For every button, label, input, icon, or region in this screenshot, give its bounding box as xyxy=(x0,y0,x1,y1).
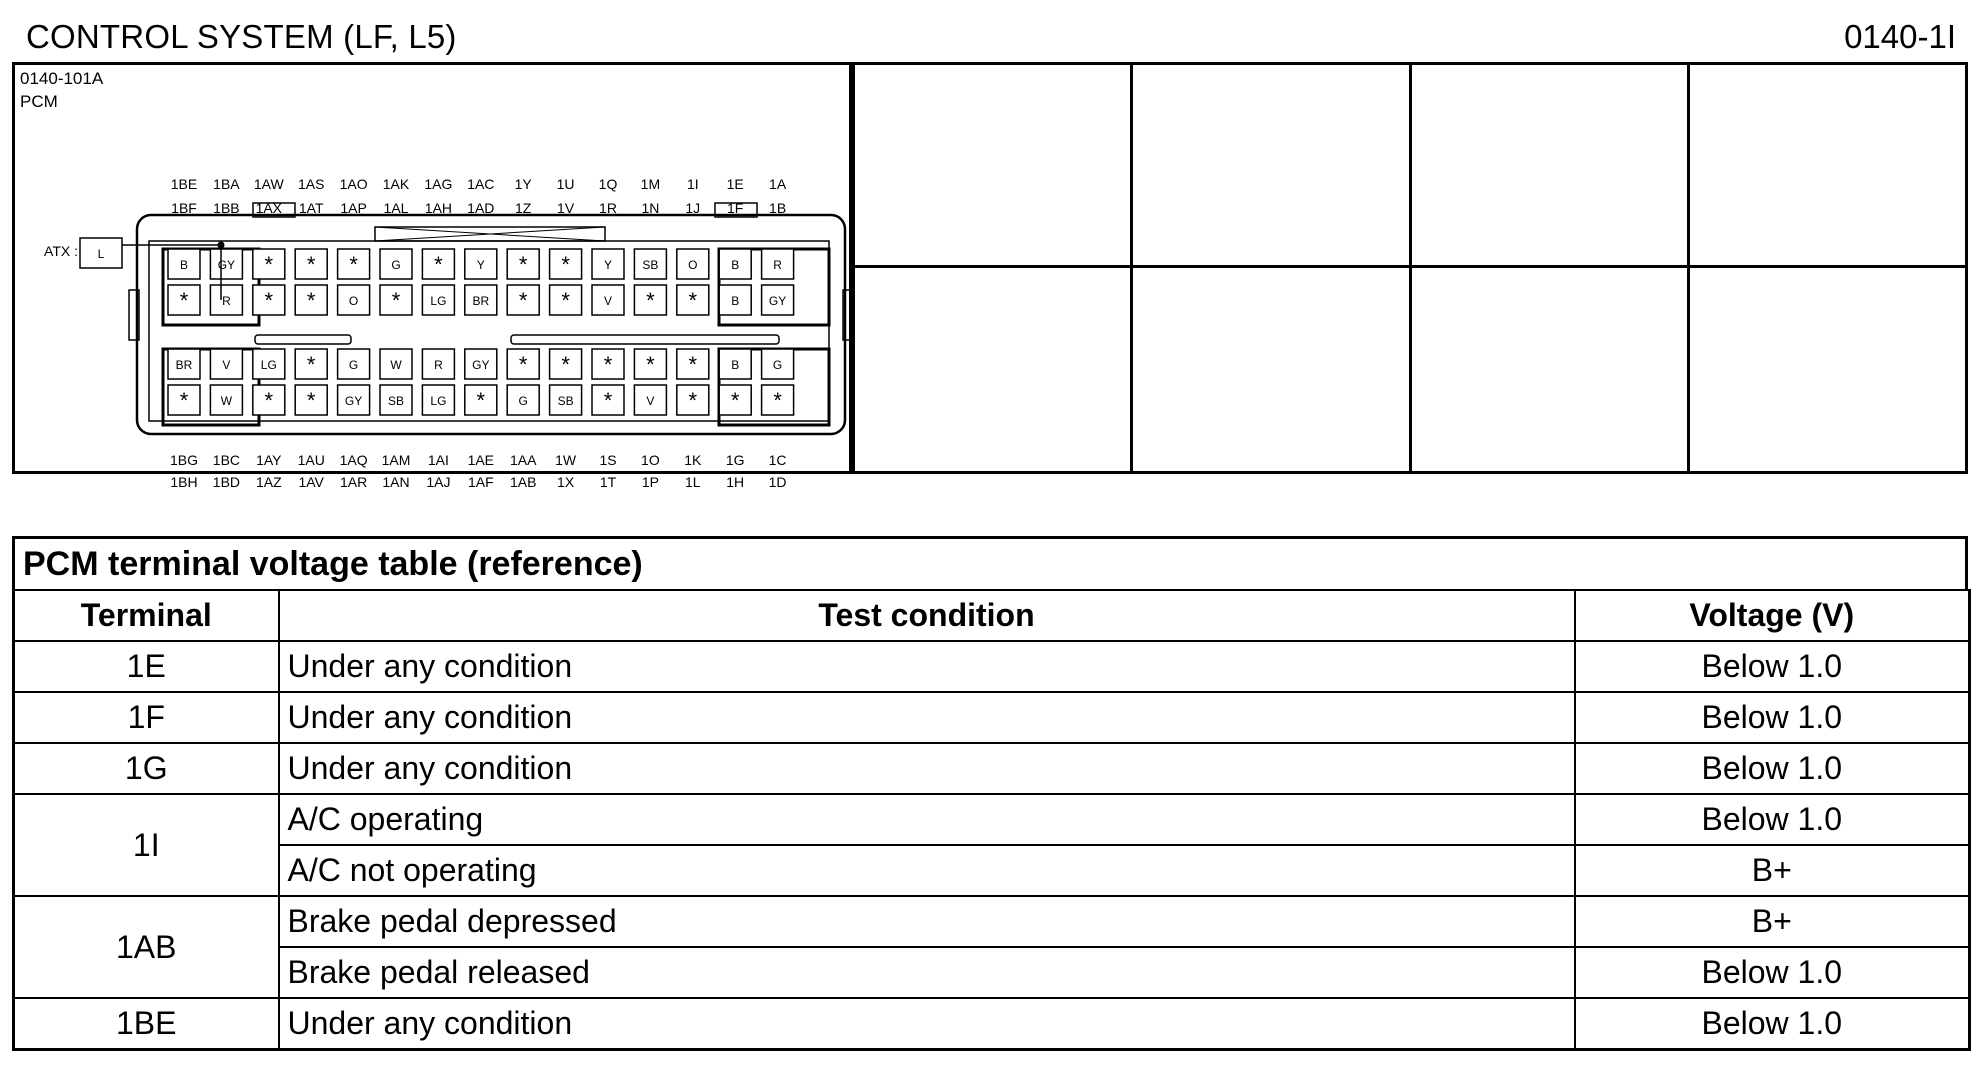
unused-terminal: * xyxy=(391,288,401,313)
wire-color: G xyxy=(518,394,528,408)
unused-terminal: * xyxy=(688,288,698,313)
wire-color: SB xyxy=(387,394,405,408)
condition-cell: Under any condition xyxy=(279,998,1575,1050)
wire-color: GY xyxy=(217,258,236,272)
terminal-cell: 1F xyxy=(14,692,279,743)
wire-color: LG xyxy=(430,294,447,308)
wire-color: B xyxy=(731,294,740,308)
condition-cell: Under any condition xyxy=(279,743,1575,794)
wire-color: B xyxy=(731,258,740,272)
wire-color: LG xyxy=(260,358,277,372)
unused-terminal: * xyxy=(264,252,274,277)
pin-label: 1C xyxy=(768,452,787,468)
terminal-cell: 1E xyxy=(14,641,279,692)
wire-color: GY xyxy=(344,394,363,408)
page-title: CONTROL SYSTEM (LF, L5) xyxy=(26,18,457,55)
unused-terminal: * xyxy=(646,288,655,313)
wire-color: B xyxy=(179,258,189,272)
terminal-cell: 1BE xyxy=(14,998,279,1050)
unused-terminal: * xyxy=(434,252,443,277)
pcm-connector xyxy=(15,65,849,490)
wire-color: G xyxy=(391,258,401,272)
table-row xyxy=(14,743,1970,794)
pin-label: 1AE xyxy=(467,452,495,468)
wire-color: LG xyxy=(430,394,447,408)
table-row xyxy=(14,998,1970,1050)
pin-label: 1AW xyxy=(253,176,284,192)
terminal-cell: 1G xyxy=(14,743,279,794)
unused-terminal: * xyxy=(561,352,570,377)
terminal-cell: 1AB xyxy=(14,896,279,998)
unused-terminal: * xyxy=(264,288,274,313)
pin-label: 1AB xyxy=(509,474,537,490)
unused-terminal: * xyxy=(730,388,740,413)
pin-label: 1N xyxy=(641,200,660,216)
condition-cell: A/C operating xyxy=(279,794,1575,845)
pin-label: 1V xyxy=(557,200,575,216)
wire-color: G xyxy=(348,358,359,372)
table-row xyxy=(14,947,1970,998)
unused-terminal: * xyxy=(561,288,570,313)
pin-label: 1BC xyxy=(212,452,241,468)
keyway-left xyxy=(255,335,351,344)
empty-cell xyxy=(852,65,1130,268)
table-header-row xyxy=(14,590,1970,641)
pin-label: 1Q xyxy=(598,176,618,192)
unused-terminal: * xyxy=(518,288,528,313)
wire-color: O xyxy=(688,258,698,272)
pin-label: 1M xyxy=(640,176,661,192)
unused-terminal: * xyxy=(306,252,316,277)
wire-color: R xyxy=(222,294,231,308)
pin-label: 1AM xyxy=(381,452,411,468)
diagram-code: 0140-101A xyxy=(20,69,104,88)
condition-cell: Under any condition xyxy=(279,692,1575,743)
pin-label: 1AP xyxy=(340,200,367,216)
pin-label: 1AY xyxy=(256,452,282,468)
pin-label: 1W xyxy=(555,452,577,468)
table-row xyxy=(14,845,1970,896)
wire-color: V xyxy=(646,394,655,408)
wire-color: BR xyxy=(175,358,193,372)
table-row xyxy=(14,641,1970,692)
wire-color: SB xyxy=(642,258,659,272)
pin-label: 1BG xyxy=(169,452,199,468)
unused-terminal: * xyxy=(773,388,782,413)
pin-label: 1X xyxy=(557,474,575,490)
wire-color: B xyxy=(731,358,740,372)
page-code: 0140-1I xyxy=(1844,18,1956,55)
pin-label: 1AN xyxy=(382,474,410,490)
pin-label: 1AJ xyxy=(426,474,451,490)
condition-cell: Brake pedal depressed xyxy=(279,896,1575,947)
pin-label: 1AU xyxy=(297,452,325,468)
pin-label: 1AR xyxy=(339,474,368,490)
pin-label: 1G xyxy=(725,452,745,468)
pin-label: 1R xyxy=(599,200,617,216)
terminal-cell: 1I xyxy=(14,794,279,896)
pin-label: 1BH xyxy=(170,474,198,490)
pin-label: 1AV xyxy=(298,474,324,490)
pin-label: 1AI xyxy=(427,452,449,468)
pin-label: 1Z xyxy=(515,200,532,216)
pin-label: 1S xyxy=(599,452,617,468)
pin-label: 1AO xyxy=(339,176,368,192)
pin-label: 1AG xyxy=(424,176,453,192)
pin-label: 1BE xyxy=(170,176,198,192)
pin-label: 1B xyxy=(769,200,787,216)
voltage-table xyxy=(12,589,1971,1051)
atx-label: ATX : xyxy=(44,243,78,259)
wire-color: V xyxy=(222,358,231,372)
pin-label: 1AL xyxy=(383,200,409,216)
header-voltage: Voltage (V) xyxy=(1575,590,1970,641)
wire-color: G xyxy=(772,358,783,372)
pin-label: 1AZ xyxy=(255,474,282,490)
pin-label: 1L xyxy=(685,474,701,490)
pin-label: 1F xyxy=(727,200,744,216)
pin-label: 1U xyxy=(556,176,575,192)
pin-label: 1T xyxy=(599,474,617,490)
unused-terminal: * xyxy=(646,352,655,377)
pin-label: 1I xyxy=(686,176,699,192)
header-terminal: Terminal xyxy=(14,590,279,641)
pin-label: 1AH xyxy=(424,200,453,216)
atx-wire-color: L xyxy=(97,247,105,261)
empty-cell xyxy=(852,268,1130,471)
empty-cell xyxy=(1409,65,1687,268)
unused-terminal: * xyxy=(264,388,274,413)
wire-color: Y xyxy=(603,258,613,272)
voltage-cell: Below 1.0 xyxy=(1575,692,1970,743)
unused-terminal: * xyxy=(306,388,316,413)
unused-terminal: * xyxy=(349,252,358,277)
table-row xyxy=(14,692,1970,743)
unused-terminal: * xyxy=(688,388,698,413)
pin-label: 1AF xyxy=(467,474,494,490)
pin-label: 1BF xyxy=(171,200,197,216)
pin-label: 1AC xyxy=(467,176,495,192)
wire-color: W xyxy=(390,358,402,372)
pin-label: 1AS xyxy=(297,176,325,192)
wire-color: GY xyxy=(768,294,787,308)
pin-label: 1BA xyxy=(213,176,240,192)
unused-terminal: * xyxy=(179,288,189,313)
wire-color: W xyxy=(220,394,233,408)
table-title: PCM terminal voltage table (reference) xyxy=(12,536,1968,589)
pin-label: 1K xyxy=(684,452,702,468)
diagram-name: PCM xyxy=(20,92,58,111)
wire-color: R xyxy=(773,258,782,272)
wire-color: Y xyxy=(476,258,485,272)
unused-terminal: * xyxy=(561,252,570,277)
unused-terminal: * xyxy=(518,352,528,377)
table-row xyxy=(14,896,1970,947)
empty-cell xyxy=(1687,65,1965,268)
empty-cell xyxy=(1130,65,1408,268)
pin-label: 1E xyxy=(726,176,744,192)
pin-label: 1BB xyxy=(213,200,240,216)
voltage-cell: Below 1.0 xyxy=(1575,947,1970,998)
empty-cell xyxy=(1409,268,1687,471)
voltage-cell: B+ xyxy=(1575,896,1970,947)
unused-terminal: * xyxy=(603,352,613,377)
pin-label: 1H xyxy=(726,474,745,490)
voltage-cell: Below 1.0 xyxy=(1575,794,1970,845)
condition-cell: A/C not operating xyxy=(279,845,1575,896)
wire-color: BR xyxy=(472,294,490,308)
keyway-right xyxy=(511,335,779,344)
pin-label: 1D xyxy=(768,474,787,490)
pin-label: 1AD xyxy=(467,200,495,216)
pin-label: 1P xyxy=(641,474,659,490)
connector-diagram xyxy=(12,62,852,490)
unused-terminal: * xyxy=(306,352,316,377)
pin-label: 1AA xyxy=(509,452,537,468)
atx-dot xyxy=(218,242,225,249)
voltage-cell: B+ xyxy=(1575,845,1970,896)
voltage-cell: Below 1.0 xyxy=(1575,743,1970,794)
wire-color: V xyxy=(603,294,613,308)
table-row xyxy=(14,794,1970,845)
pin-label: 1Y xyxy=(514,176,532,192)
unused-terminal: * xyxy=(476,388,486,413)
unused-terminal: * xyxy=(518,252,528,277)
wire-color: R xyxy=(434,358,443,372)
pin-label: 1AK xyxy=(382,176,410,192)
wire-color: GY xyxy=(472,358,490,372)
voltage-cell: Below 1.0 xyxy=(1575,998,1970,1050)
unused-terminal: * xyxy=(306,288,316,313)
pin-label: 1A xyxy=(769,176,787,192)
voltage-table-section xyxy=(12,536,1968,1051)
wire-color: O xyxy=(348,294,359,308)
empty-grid xyxy=(849,62,1968,474)
pin-label: 1AT xyxy=(298,200,324,216)
unused-terminal: * xyxy=(179,388,189,413)
voltage-cell: Below 1.0 xyxy=(1575,641,1970,692)
condition-cell: Brake pedal released xyxy=(279,947,1575,998)
unused-terminal: * xyxy=(688,352,698,377)
pin-label: 1J xyxy=(685,200,701,216)
condition-cell: Under any condition xyxy=(279,641,1575,692)
header-condition: Test condition xyxy=(279,590,1575,641)
pin-label: 1AX xyxy=(255,200,283,216)
pin-label: 1AQ xyxy=(339,452,368,468)
wire-color: SB xyxy=(557,394,574,408)
pin-label: 1BD xyxy=(212,474,241,490)
empty-cell xyxy=(1687,268,1965,471)
unused-terminal: * xyxy=(603,388,613,413)
empty-cell xyxy=(1130,268,1408,471)
pin-label: 1O xyxy=(641,452,660,468)
